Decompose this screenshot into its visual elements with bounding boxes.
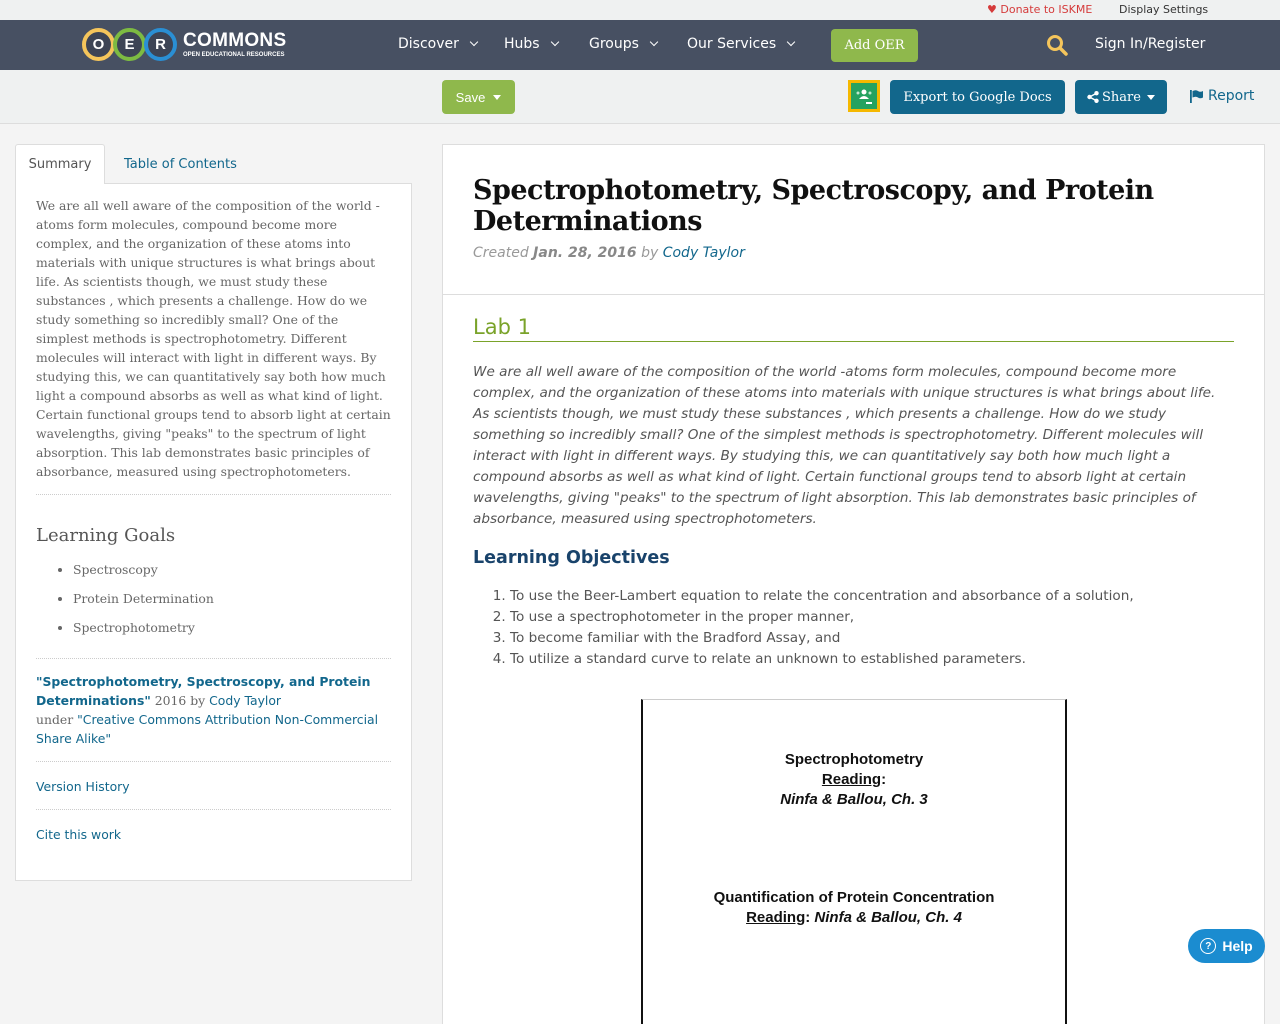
main-nav xyxy=(0,20,1280,70)
share-button[interactable]: Share xyxy=(1075,80,1167,114)
tab-summary[interactable]: Summary xyxy=(15,144,105,184)
nav-our-services[interactable]: Our Services xyxy=(687,36,794,52)
share-icon xyxy=(1087,91,1099,103)
author-link[interactable]: Cody Taylor xyxy=(662,245,745,261)
sidebar-tabs xyxy=(15,144,412,184)
divider xyxy=(36,494,391,495)
report-link[interactable]: Report xyxy=(1190,88,1254,104)
summary-panel xyxy=(15,183,412,881)
resource-content xyxy=(442,144,1265,1024)
logo-text: COMMONS OPEN EDUCATIONAL RESOURCES xyxy=(183,29,287,58)
resource-header xyxy=(443,145,1264,295)
slide-content: Spectrophotometry Reading: Ninfa & Ballou, Ch. 3 Quantification of Protein Concentration Reading: Ninfa & Ballou, Ch. 4 xyxy=(713,751,995,926)
divider xyxy=(36,761,391,762)
sign-in-register-link[interactable]: Sign In/Register xyxy=(1095,36,1206,52)
objective-item: 1. To use the Beer-Lambert equation to relate the concentration and absorbance of a solution, xyxy=(510,586,1234,607)
learning-goal-item: • Protein Determination xyxy=(73,591,391,620)
attribution-author-link[interactable]: Cody Taylor xyxy=(209,693,282,708)
objective-item: 2. To use a spectrophotometer in the proper manner, xyxy=(510,607,1234,628)
nav-groups[interactable]: Groups xyxy=(589,36,657,52)
chevron-down-icon xyxy=(470,38,478,46)
divider xyxy=(36,809,391,810)
chevron-down-icon xyxy=(787,38,795,46)
license-link[interactable]: "Creative Commons Attribution Non-Commercial Share Alike" xyxy=(36,712,379,746)
heart-icon: ♥ xyxy=(987,3,997,16)
embedded-slide-viewer[interactable] xyxy=(641,699,1067,1024)
save-button[interactable]: Save xyxy=(442,80,515,114)
version-history-link[interactable]: Version History xyxy=(36,779,130,794)
attribution-title-link[interactable]: "Spectrophotometry, Spectroscopy, and Protein Determinations" xyxy=(36,674,371,708)
help-button[interactable]: ? Help xyxy=(1188,929,1265,963)
display-settings-link[interactable]: Display Settings xyxy=(1119,3,1209,16)
nav-discover[interactable]: Discover xyxy=(398,36,477,52)
created-date: Jan. 28, 2016 xyxy=(533,245,637,261)
donate-link[interactable]: ♥ Donate to ISKME xyxy=(987,3,1093,16)
question-icon: ? xyxy=(1200,938,1216,954)
objective-item: 4. To utilize a standard curve to relate an unknown to established parameters. xyxy=(510,649,1234,670)
caret-down-icon xyxy=(493,95,501,100)
logo-r-ring: R xyxy=(144,28,177,61)
utility-bar xyxy=(0,0,1280,20)
learning-objectives-list xyxy=(473,586,1234,670)
resource-body xyxy=(443,295,1264,688)
page-title: Spectrophotometry, Spectroscopy, and Protein Determinations xyxy=(473,175,1154,237)
search-icon[interactable] xyxy=(1046,34,1068,60)
learning-goals-list xyxy=(36,562,391,649)
attribution: "Spectrophotometry, Spectroscopy, and Protein Determinations" 2016 by Cody Taylor under "Creative Commons Attribution Non-Commercial Share Alike" xyxy=(36,674,379,746)
flag-icon xyxy=(1190,90,1204,103)
section-title: Lab 1 xyxy=(473,313,1234,342)
created-meta: Created Jan. 28, 2016 by Cody Taylor xyxy=(473,245,745,261)
learning-goal-item: • Spectrophotometry xyxy=(73,620,391,649)
chevron-down-icon xyxy=(550,38,558,46)
google-classroom-button[interactable] xyxy=(848,80,880,112)
divider xyxy=(36,658,391,659)
section-description: We are all well aware of the composition of the world -atoms form molecules, compound become more complex, and the organization of these atoms into materials with unique structures is what brings about life. As scientists though, we must study these substances , which presents a challenge. How do we study something so incredibly small? One of the simplest methods is spectrophotometry. Different molecules will interact with light in different ways. By studying this, we can quantitatively say both how much light a compound absorbs as well as what kind of light. Certain functional groups tend to absorb light at certain wavelengths, giving "peaks" to the spectrum of light absorption. This lab demonstrates basic principles of absorbance, measured using spectrophotometers. xyxy=(473,364,1216,527)
oer-commons-logo[interactable] xyxy=(82,26,286,62)
learning-goal-item: • Spectroscopy xyxy=(73,562,391,591)
summary-text: We are all well aware of the composition of the world - atoms form molecules, compound become more complex, and the organization of these atoms into materials with unique structures is what brings about life. As scientists though, we must study these substances , which presents a challenge. How do we study something so incredibly small? One of the simplest methods is spectrophotometry. Different molecules will interact with light in different ways. By studying this, we can quantitatively say both how much light a compound absorbs as well as what kind of light. Certain functional groups tend to absorb light at certain wavelengths, giving "peaks" to the spectrum of light absorption. This lab demonstrates basic principles of absorbance, measured using spectrophotometers. xyxy=(36,198,391,479)
logo-e-ring: E xyxy=(113,28,146,61)
export-to-google-docs-button[interactable]: Export to Google Docs xyxy=(890,80,1065,114)
chevron-down-icon xyxy=(650,38,658,46)
tab-table-of-contents[interactable]: Table of Contents xyxy=(124,156,237,172)
learning-goals-heading: Learning Goals xyxy=(36,525,176,546)
caret-down-icon xyxy=(1147,95,1155,100)
add-oer-button[interactable]: Add OER xyxy=(831,29,918,62)
learning-objectives-heading: Learning Objectives xyxy=(473,548,670,568)
google-classroom-icon xyxy=(853,85,875,107)
logo-o-ring: O xyxy=(82,28,115,61)
sidebar xyxy=(15,144,412,881)
objective-item: 3. To become familiar with the Bradford Assay, and xyxy=(510,628,1234,649)
nav-hubs[interactable]: Hubs xyxy=(504,36,558,52)
cite-this-work-link[interactable]: Cite this work xyxy=(36,827,122,842)
